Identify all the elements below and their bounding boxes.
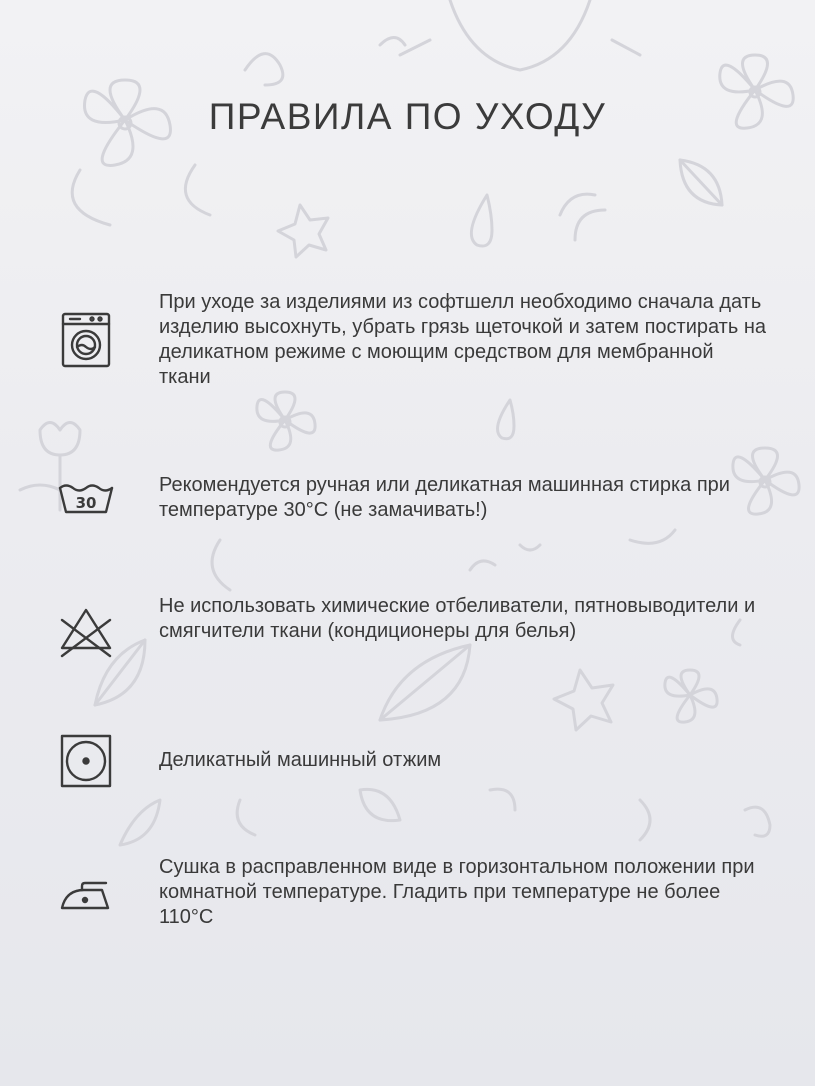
- rule-text: Рекомендуется ручная или деликатная машинная стирка при температуре 30°C (не замачивать!): [159, 474, 730, 521]
- rule-text: Сушка в расправленном виде в горизонтальном положении при комнатной температуре. Гладить при температуре не более 110°C: [159, 856, 755, 928]
- rule-text: При уходе за изделиями из софтшелл необходимо сначала дать изделию высохнуть, убрать грязь щеточкой и затем постирать на деликатном режиме с моющим средством для мембранной ткани: [159, 291, 766, 388]
- washing-machine-icon: [56, 310, 116, 370]
- gentle-spin-icon: [56, 731, 116, 791]
- iron-low-icon: [56, 868, 116, 928]
- rule-text: Деликатный машинный отжим: [159, 749, 442, 771]
- wash-30-icon: [56, 466, 116, 526]
- wash-temp-label: 30: [75, 494, 97, 512]
- no-bleach-icon: [56, 602, 116, 662]
- page-title: ПРАВИЛА ПО УХОДУ: [208, 96, 607, 137]
- rule-text: Не использовать химические отбеливатели, пятновыводители и смягчители ткани (кондиционеры для белья): [159, 595, 756, 642]
